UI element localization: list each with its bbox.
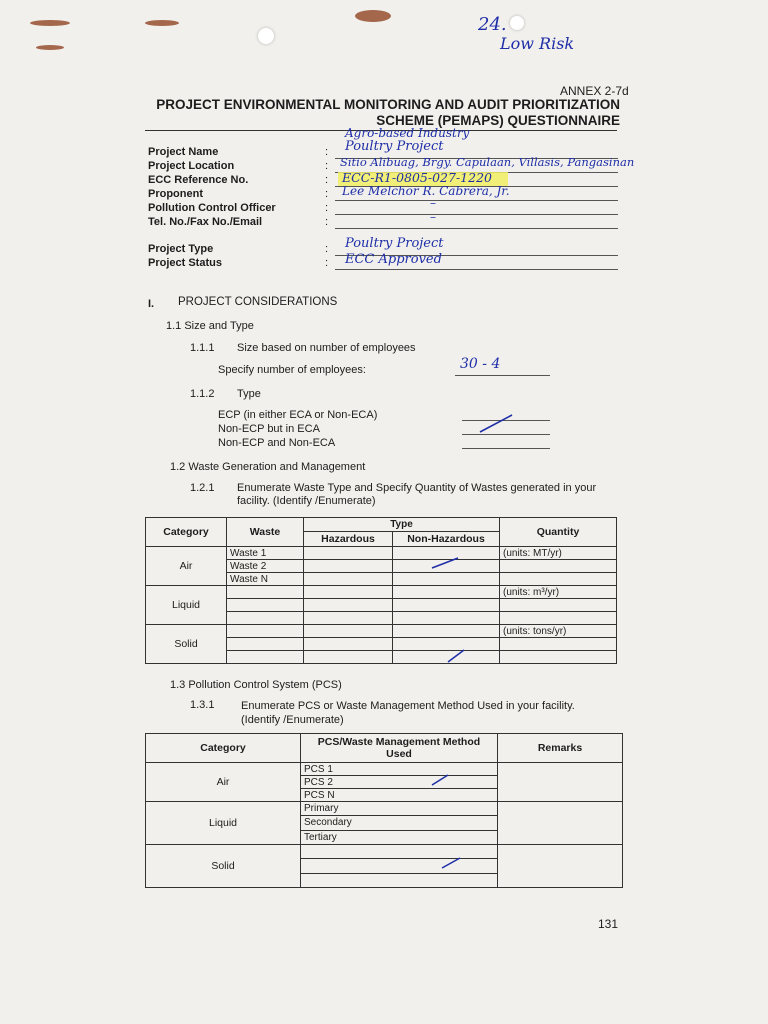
colon: : [325,216,329,228]
waste-cell [227,599,304,612]
project-type-value: Poultry Project [345,236,444,251]
waste-table [145,517,617,664]
pcs-remarks-cell [498,763,623,802]
waste-cell: Waste 1 [227,547,304,560]
employee-count-line [455,375,550,376]
pcs-table-header-method: PCS/Waste Management Method Used [301,734,498,763]
hazardous-cell [304,612,393,625]
quantity-units: (units: MT/yr) [500,547,617,560]
colon: : [325,188,329,200]
type-option-non-ecp-eca: Non-ECP but in ECA [218,423,320,435]
handwritten-number: 24. [478,14,507,35]
checkmark-icon [430,773,450,787]
project-status-value: ECC Approved [345,252,442,267]
rust-stain [36,45,64,50]
non-hazardous-cell [393,586,500,599]
field-label-pco: Pollution Control Officer [148,202,276,214]
colon: : [325,160,329,172]
waste-cell: Waste N [227,573,304,586]
waste-cell [227,586,304,599]
waste-cell: Waste 2 [227,560,304,573]
waste-category-solid: Solid [146,625,227,664]
project-category-note: Agro-based Industry [345,126,470,140]
quantity-cell [500,612,617,625]
annex-label: ANNEX 2-7d [560,84,629,98]
pcs-table-header-category: Category [146,734,301,763]
waste-cell [227,612,304,625]
quantity-cell [500,573,617,586]
proponent-value: Lee Melchor R. Cabrera, Jr. [342,184,510,198]
field-label-proponent: Proponent [148,188,203,200]
hazardous-cell [304,599,393,612]
waste-table-header-quantity: Quantity [500,518,617,547]
item-1-1-1-text: Size based on number of employees [237,342,416,354]
item-1-1-1-number: 1.1.1 [190,342,215,354]
pcs-method-cell [301,859,498,873]
pcs-remarks-cell [498,802,623,845]
type-option-ecp: ECP (in either ECA or Non-ECA) [218,409,378,421]
waste-table-header-waste: Waste [227,518,304,547]
subsection-1-3: 1.3 Pollution Control System (PCS) [170,679,342,691]
hazardous-cell [304,547,393,560]
waste-cell [227,638,304,651]
punch-hole [258,28,274,44]
pcs-table [145,733,623,888]
field-label-project-name: Project Name [148,146,219,158]
pcs-method-cell [301,845,498,859]
colon: : [325,174,329,186]
hazardous-cell [304,638,393,651]
waste-table-header-hazardous: Hazardous [304,531,393,546]
item-1-3-1-number: 1.3.1 [190,699,215,711]
item-1-2-1-number: 1.2.1 [190,482,215,494]
quantity-cell [500,599,617,612]
checkmark-icon [440,856,462,870]
pcs-category-solid: Solid [146,845,301,888]
section-title: PROJECT CONSIDERATIONS [178,296,338,308]
colon: : [325,243,329,255]
waste-table-header-non-hazardous: Non-Hazardous [393,531,500,546]
pcs-method-cell: Tertiary [301,830,498,844]
quantity-units: (units: tons/yr) [500,625,617,638]
item-1-1-2-text: Type [237,388,261,400]
handwritten-risk: Low Risk [500,34,575,53]
quantity-cell [500,560,617,573]
waste-category-liquid: Liquid [146,586,227,625]
pcs-method-cell: PCS N [301,789,498,802]
page-title-line1: PROJECT ENVIRONMENTAL MONITORING AND AUDIT PRIORITIZATION [156,97,620,112]
item-1-3-1-text: Enumerate PCS or Waste Management Method Used in your facility. (Identify /Enumerate) [241,700,575,726]
pcs-category-air: Air [146,763,301,802]
quantity-cell [500,638,617,651]
ecc-reference-value: ECC-R1-0805-027-1220 [342,170,492,185]
pcs-method-cell: Secondary [301,816,498,830]
field-underline [335,269,618,270]
pcs-method-cell [301,873,498,887]
pcs-table-header-remarks: Remarks [498,734,623,763]
pcs-remarks-cell [498,845,623,888]
checkmark-icon [446,648,466,664]
checkmark-icon [430,556,460,570]
colon: : [325,257,329,269]
field-underline [335,214,618,215]
hazardous-cell [304,573,393,586]
type-option-non-ecp-non-eca: Non-ECP and Non-ECA [218,437,336,449]
waste-table-header-category: Category [146,518,227,547]
pcs-category-liquid: Liquid [146,802,301,845]
non-hazardous-cell [393,612,500,625]
waste-table-header-type: Type [304,518,500,532]
pcs-method-cell: PCS 2 [301,776,498,789]
subsection-1-1: 1.1 Size and Type [166,320,254,332]
quantity-cell [500,651,617,664]
waste-cell [227,651,304,664]
field-label-project-location: Project Location [148,160,235,172]
field-underline [335,200,618,201]
punch-hole [510,16,524,30]
field-label-ecc-reference: ECC Reference No. [148,174,249,186]
page-title-line2: SCHEME (PEMAPS) QUESTIONNAIRE [376,113,620,128]
colon: : [325,146,329,158]
waste-category-air: Air [146,547,227,586]
contact-value: – [430,210,436,224]
quantity-units: (units: m³/yr) [500,586,617,599]
hazardous-cell [304,560,393,573]
section-number: I. [148,298,155,310]
field-label-project-type: Project Type [148,243,214,255]
checkmark-icon [478,412,514,436]
project-name-value: Poultry Project [345,139,444,154]
subsection-1-2: 1.2 Waste Generation and Management [170,461,366,473]
field-label-contact: Tel. No./Fax No./Email [148,216,263,228]
pcs-method-cell: PCS 1 [301,763,498,776]
field-label-project-status: Project Status [148,257,222,269]
specify-employees-label: Specify number of employees: [218,364,366,376]
type-answer-line [462,448,550,449]
item-1-2-1-text: Enumerate Waste Type and Specify Quantity of Wastes generated in your facility. (Identify /Enumerate) [237,482,597,507]
field-underline [335,228,618,229]
non-hazardous-cell [393,625,500,638]
rust-stain [30,20,70,26]
project-location-value: Sitio Alibuag, Brgy. Capulaan, Villasis, Pangasinan [340,155,635,169]
rust-stain [355,10,391,22]
rust-stain [145,20,179,26]
employee-count-value: 30 - 4 [460,356,501,372]
hazardous-cell [304,651,393,664]
hazardous-cell [304,586,393,599]
hazardous-cell [304,625,393,638]
pco-value: – [430,196,436,210]
non-hazardous-cell [393,573,500,586]
waste-cell [227,625,304,638]
pcs-method-cell: Primary [301,802,498,816]
page-number: 131 [598,917,619,931]
non-hazardous-cell [393,599,500,612]
colon: : [325,202,329,214]
item-1-1-2-number: 1.1.2 [190,388,215,400]
